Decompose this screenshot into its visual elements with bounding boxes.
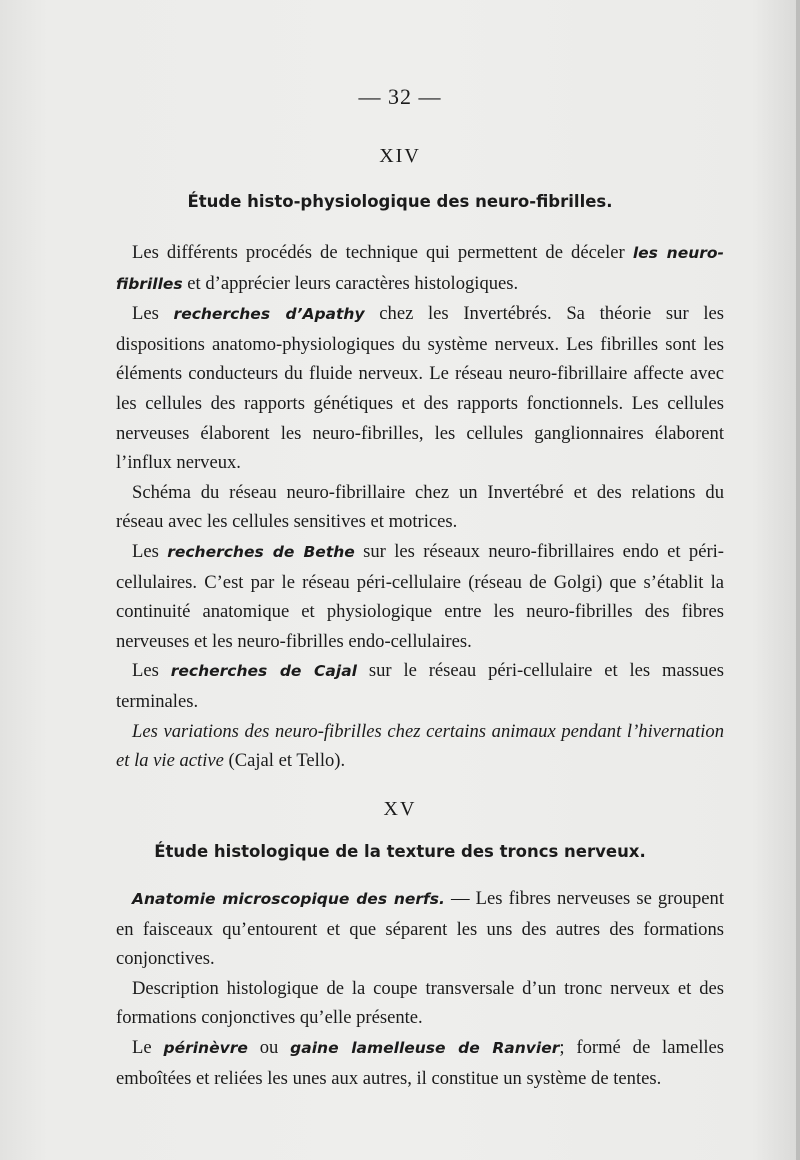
text-run: ou xyxy=(247,1036,291,1058)
text-run: — Les fibres nerveuses se groupent en faisceaux qu’entourent et que séparent les uns des autres des formations conjonctives. xyxy=(116,888,724,970)
paragraph xyxy=(116,884,724,974)
text-run: chez les Invertébrés. Sa théorie sur les dispositions anatomo-physiologiques du système nerveux. Les fibrilles sont les éléments conducteurs du fluide nerveux. Le réseau neuro-fibrillaire affecte avec les cellules des rapports génétiques et des rapports fonctionnels. Les cellules nerveuses élaborent les neuro-fibrilles, les cellules ganglionnaires élaborent l’influx nerveux. xyxy=(116,303,725,474)
text-run: (Cajal et Tello). xyxy=(223,750,346,772)
text-run: et d’apprécier leurs caractères histologiques. xyxy=(182,272,519,294)
text-run: Le xyxy=(132,1036,164,1058)
bold-term: Anatomie microscopique des nerfs. xyxy=(132,890,445,908)
text-run: Les xyxy=(132,303,174,325)
paragraph xyxy=(116,238,724,299)
text-run: Les xyxy=(132,660,171,682)
text-run: Schéma du réseau neuro-fibrillaire chez un Invertébré et des relations du réseau avec les cellules sensitives et motrices. xyxy=(116,481,724,533)
paragraph xyxy=(116,974,724,1033)
text-run: Les différents procédés de technique qui permettent de déceler xyxy=(132,242,633,263)
paragraph xyxy=(116,299,724,478)
text-run: Les xyxy=(132,540,168,562)
section-title-xiv: Étude histo-physiologique des neuro-fibrilles. xyxy=(187,192,613,211)
section-title-xv: Étude histologique de la texture des troncs nerveux. xyxy=(154,842,646,861)
bold-term: recherches de Cajal xyxy=(170,662,357,681)
page-number: — 32 — xyxy=(358,84,442,109)
bold-term: les neuro-fibrilles xyxy=(116,244,724,293)
section-body-xiv xyxy=(116,238,724,776)
text-run: Description histologique de la coupe transversale d’un tronc nerveux et des formations conjonctives qu’elle présente. xyxy=(116,977,724,1029)
section-numeral-xiv: XIV xyxy=(379,145,421,167)
paragraph xyxy=(116,478,724,537)
bold-term: gaine lamelleuse de Ranvier xyxy=(290,1038,560,1057)
bold-term: périnèvre xyxy=(163,1038,248,1057)
section-numeral-xv: XV xyxy=(383,798,417,820)
bold-term: recherches de Bethe xyxy=(167,542,355,561)
paragraph xyxy=(116,1033,724,1093)
text-run: sur le réseau péri-cellulaire et les massues terminales. xyxy=(116,660,724,712)
text-run: ; formé de lamelles emboîtées et reliées les unes aux autres, il constitue un système de tentes. xyxy=(116,1036,725,1089)
paragraph xyxy=(116,656,724,716)
page-edge-shadow xyxy=(796,0,800,1160)
section-body-xv xyxy=(116,884,724,1093)
italic-text: Les variations des neuro-fibrilles chez certains animaux pendant l’hivernation et la vie active xyxy=(116,720,724,772)
paragraph xyxy=(116,717,724,776)
paragraph xyxy=(116,537,724,656)
text-run: sur les réseaux neuro-fibrillaires endo et péri-cellulaires. C’est par le réseau péri-cellulaire (réseau de Golgi) que s’établit la continuité anatomique et physiologique entre les neuro-fibrilles des fibres nerveuses et les neuro-fibrilles endo-cellulaires. xyxy=(116,540,724,652)
bold-term: recherches d’Apathy xyxy=(173,305,365,324)
